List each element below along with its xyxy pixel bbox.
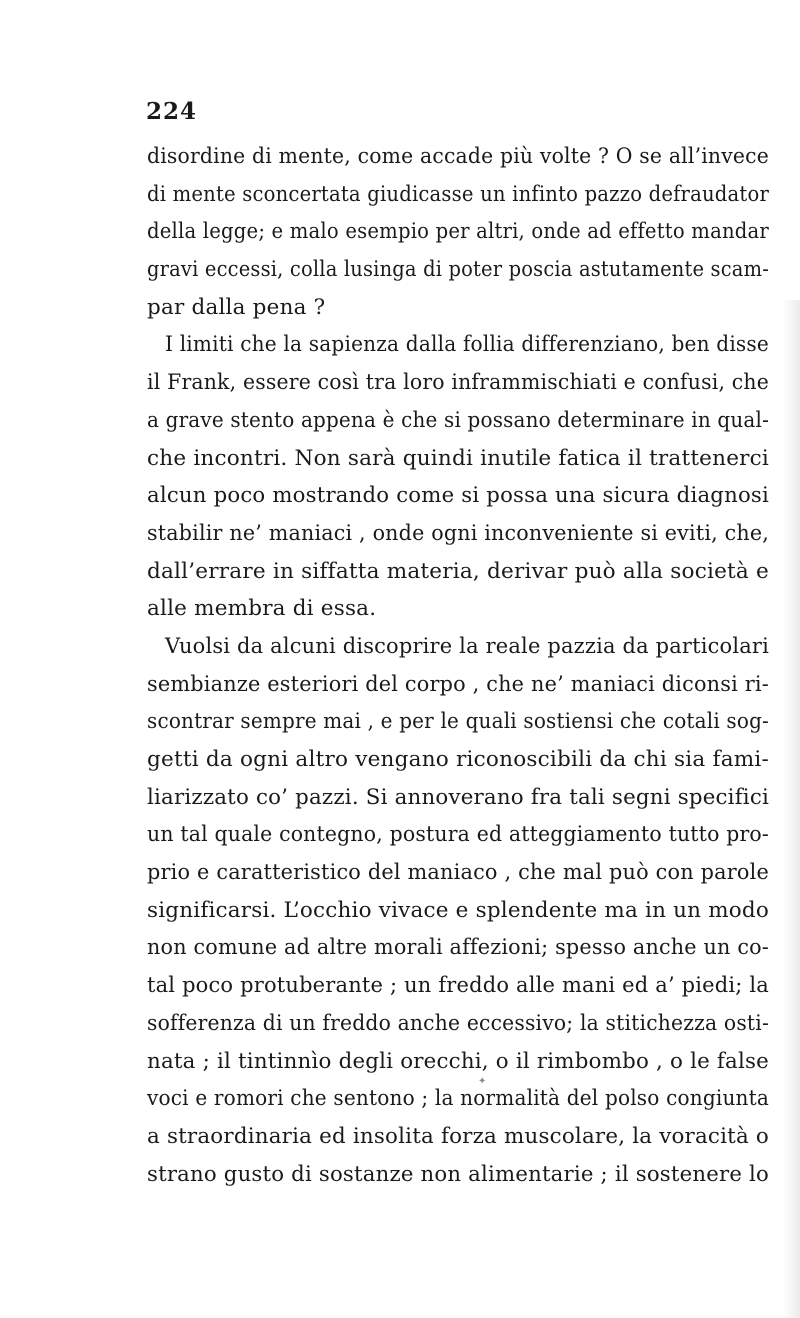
page-edge-shadow bbox=[782, 300, 800, 1318]
text-line: a grave stento appena è che si possano determinare in qual- bbox=[147, 407, 769, 433]
text-line: disordine di mente, come accade più volte ? O se all’invece bbox=[147, 144, 769, 169]
text-line: significarsi. L’occhio vivace e splendente ma in un modo bbox=[147, 897, 769, 923]
text-line: sembianze esteriori del corpo , che ne’ maniaci diconsi ri- bbox=[147, 671, 769, 697]
text-line: scontrar sempre mai , e per le quali sostiensi che cotali sog- bbox=[147, 709, 769, 735]
text-line: prio e caratteristico del maniaco , che mal può con parole bbox=[147, 860, 769, 886]
text-line: getti da ogni altro vengano riconoscibili da chi sia fami- bbox=[147, 747, 769, 772]
text-line: a straordinaria ed insolita forza muscolare, la voracità o bbox=[147, 1123, 769, 1149]
text-line: stabilir ne’ maniaci , onde ogni inconveniente si eviti, che, bbox=[147, 520, 769, 546]
text-line: alle membra di essa. bbox=[147, 596, 377, 622]
text-line: I limiti che la sapienza dalla follia differenziano, ben disse bbox=[165, 332, 769, 358]
text-line: nata ; il tintinnìo degli orecchi, o il rimbombo , o le false bbox=[147, 1048, 769, 1074]
text-line: par dalla pena ? bbox=[147, 294, 326, 320]
body-text bbox=[147, 138, 787, 1193]
text-line: della legge; e malo esempio per altri, onde ad effetto mandar bbox=[147, 219, 769, 245]
text-line: un tal quale contegno, postura ed atteggiamento tutto pro- bbox=[147, 822, 769, 848]
text-line: sofferenza di un freddo anche eccessivo; la stitichezza osti- bbox=[147, 1010, 769, 1036]
text-line: dall’errare in siffatta materia, derivar può alla società e bbox=[147, 558, 769, 584]
text-line: alcun poco mostrando come si possa una sicura diagnosi bbox=[147, 483, 769, 509]
text-line: gravi eccessi, colla lusinga di poter poscia astutamente scam- bbox=[147, 257, 769, 283]
text-line: il Frank, essere così tra loro inframmischiati e confusi, che bbox=[147, 370, 769, 396]
page-number: 224 bbox=[146, 98, 198, 125]
text-line: Vuolsi da alcuni discoprire la reale pazzia da particolari bbox=[165, 633, 769, 659]
ink-speck: ✦ bbox=[478, 1076, 487, 1087]
text-line: strano gusto di sostanze non alimentarie ; il sostenere lo bbox=[147, 1161, 769, 1187]
text-line: tal poco protuberante ; un freddo alle mani ed a’ piedi; la bbox=[147, 973, 769, 999]
text-line: liarizzato co’ pazzi. Si annoverano fra tali segni specifici bbox=[147, 784, 769, 810]
text-line: voci e romori che sentono ; la normalità del polso congiunta bbox=[147, 1086, 769, 1112]
text-line: non comune ad altre morali affezioni; spesso anche un co- bbox=[147, 935, 769, 961]
text-line: che incontri. Non sarà quindi inutile fatica il trattenerci bbox=[147, 445, 769, 471]
text-line: di mente sconcertata giudicasse un infinto pazzo defraudator bbox=[147, 181, 769, 207]
